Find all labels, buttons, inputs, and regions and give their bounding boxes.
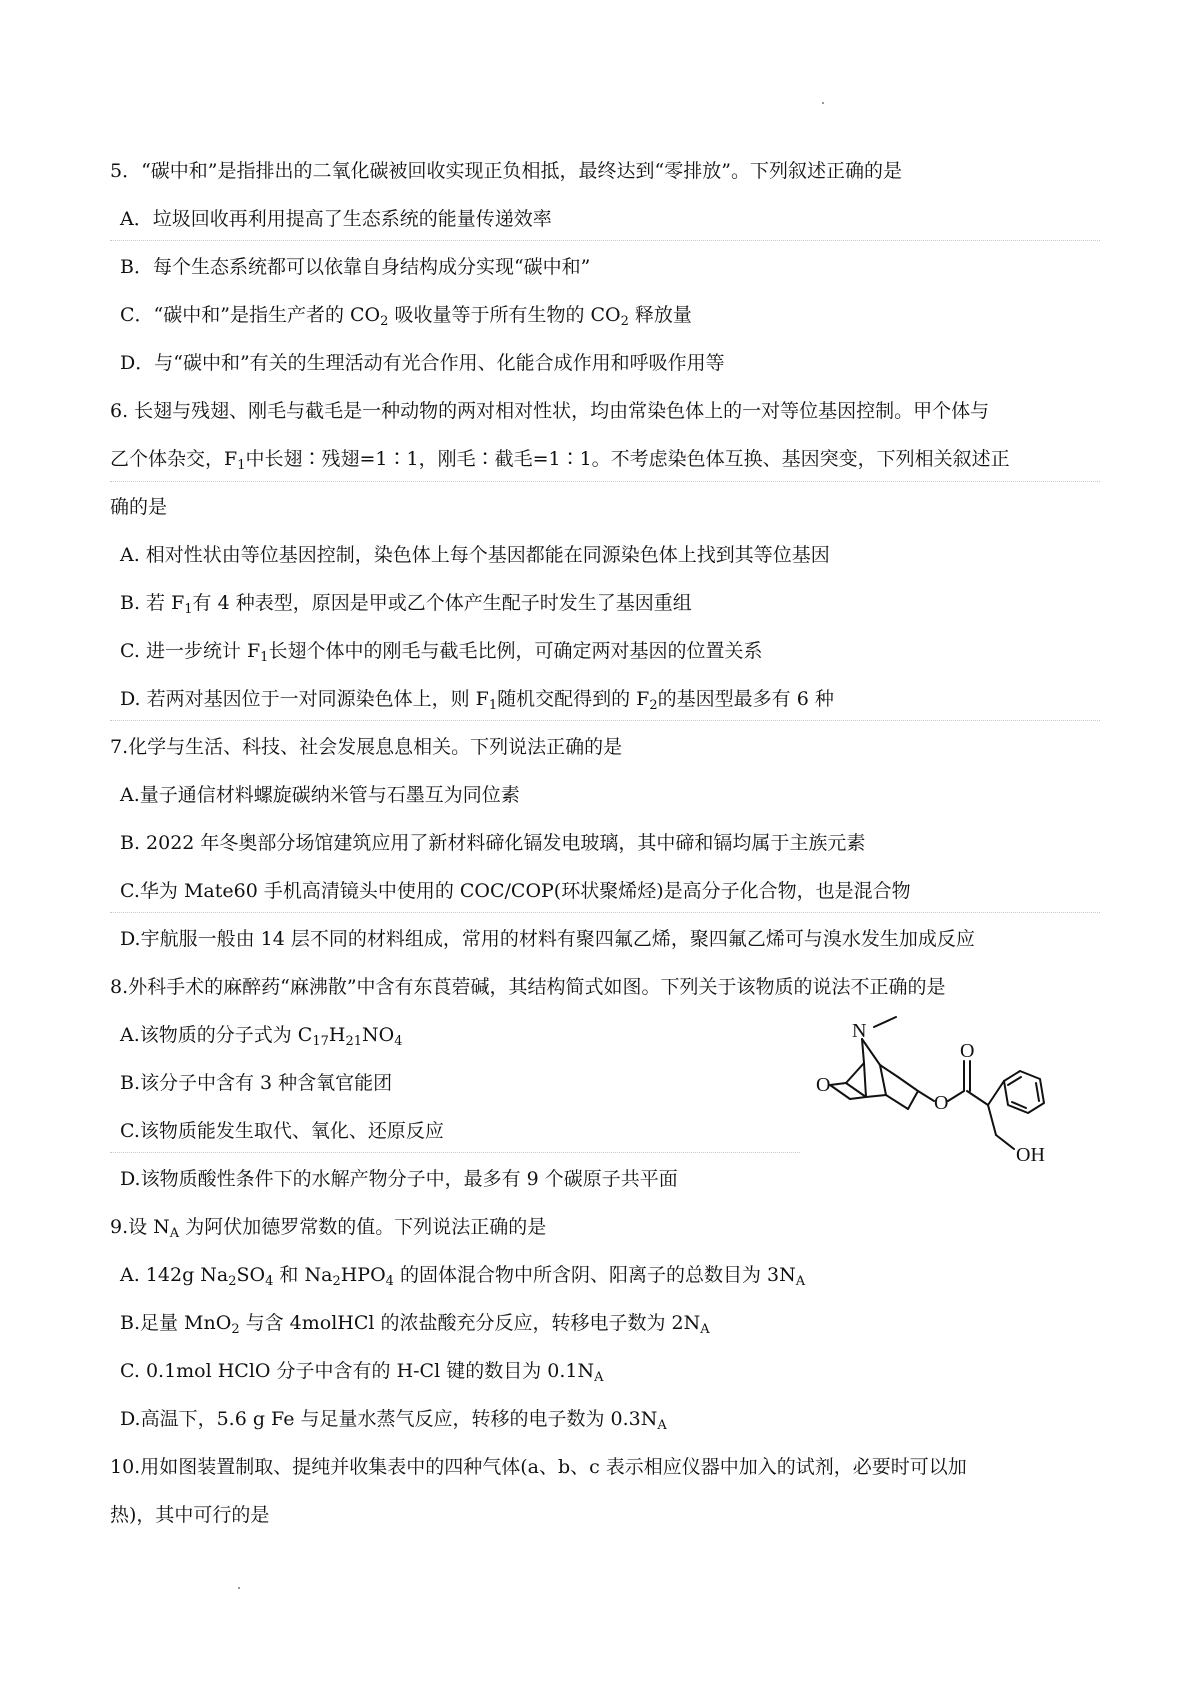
q8-option-c: C.该物质能发生取代、氧化、还原反应 xyxy=(120,1120,444,1142)
structure-ester-o-label: O xyxy=(934,1092,949,1114)
q7-option-d: D.宇航服一般由 14 层不同的材料组成，常用的材料有聚四氟乙烯，聚四氟乙烯可与溴水发生加成反应 xyxy=(120,928,975,950)
q9-option-b: B.足量 MnO$_2$ 与含 4molHCl 的浓盐酸充分反应，转移电子数为 $2N_A$ xyxy=(120,1312,710,1337)
scan-speck xyxy=(822,102,824,104)
q7-option-c: C.华为 Mate60 手机高清镜头中使用的 COC/COP(环状聚烯烃)是高分子化合物，也是混合物 xyxy=(120,880,911,902)
structure-n-label: N xyxy=(852,1020,867,1042)
q6-stem-line2: 乙个体杂交，$F_1$中长翅∶残翅=1∶1，刚毛∶截毛=1∶1。不考虑染色体互换、基因突变，下列相关叙述正 xyxy=(110,448,1010,473)
q8-option-a: A.该物质的分子式为 $C_{17}H_{21}NO_4$ xyxy=(120,1024,403,1049)
scopolamine-structure-figure xyxy=(810,1005,1070,1175)
q10-stem-line1: 10.用如图装置制取、提纯并收集表中的四种气体(a、b、c 表示相应仪器中加入的试剂，必要时可以加 xyxy=(110,1456,967,1478)
structure-epoxide-o-label: O xyxy=(816,1074,831,1096)
q6-stem-line3: 确的是 xyxy=(110,496,168,518)
q9-option-d: D.高温下，5.6 g Fe 与足量水蒸气反应，转移的电子数为 $0.3N_A$ xyxy=(120,1408,667,1433)
q5-option-b: B．每个生态系统都可以依靠自身结构成分实现“碳中和” xyxy=(120,256,591,278)
structure-carbonyl-o-label: O xyxy=(960,1040,975,1062)
q7-option-b: B. 2022 年冬奥部分场馆建筑应用了新材料碲化镉发电玻璃，其中碲和镉均属于主族元素 xyxy=(120,832,866,854)
separator xyxy=(110,1152,800,1153)
q7-option-a: A.量子通信材料螺旋碳纳米管与石墨互为同位素 xyxy=(120,784,520,806)
separator xyxy=(110,720,1100,721)
q8-stem: 8.外科手术的麻醉药“麻沸散”中含有东莨菪碱，其结构简式如图。下列关于该物质的说法不正确的是 xyxy=(110,976,946,998)
q5-option-c: C．“碳中和”是指生产者的 $CO_2$ 吸收量等于所有生物的 $CO_2$ 释放量 xyxy=(120,304,692,329)
q10-stem-line2: 热)，其中可行的是 xyxy=(110,1504,270,1526)
q5-option-d: D．与“碳中和”有关的生理活动有光合作用、化能合成作用和呼吸作用等 xyxy=(120,352,725,374)
q6-option-d: D. 若两对基因位于一对同源染色体上，则 $F_1$随机交配得到的 $F_2$的基因型最多有 6 种 xyxy=(120,688,834,713)
structure-oh-label: OH xyxy=(1016,1144,1045,1166)
q5-stem: 5．“碳中和”是指排出的二氧化碳被回收实现正负相抵，最终达到“零排放”。下列叙述正确的是 xyxy=(110,160,902,182)
q6-stem-line1: 6. 长翅与残翅、刚毛与截毛是一种动物的两对相对性状，均由常染色体上的一对等位基因控制。甲个体与 xyxy=(110,400,990,422)
separator xyxy=(110,481,1100,482)
q8-option-b: B.该分子中含有 3 种含氧官能团 xyxy=(120,1072,393,1094)
q6-option-b: B. 若 $F_1$有 4 种表型，原因是甲或乙个体产生配子时发生了基因重组 xyxy=(120,592,692,617)
separator xyxy=(110,240,1100,241)
q5-option-a: A．垃圾回收再利用提高了生态系统的能量传递效率 xyxy=(120,208,552,230)
q8-option-d: D.该物质酸性条件下的水解产物分子中，最多有 9 个碳原子共平面 xyxy=(120,1168,678,1190)
q9-option-a: A. 142g $Na_2SO_4$ 和 $Na_2HPO_4$ 的固体混合物中所含阴、阳离子的总数目为 $3N_A$ xyxy=(120,1264,806,1289)
scan-speck xyxy=(238,1587,240,1589)
q6-option-c: C. 进一步统计 $F_1$长翅个体中的刚毛与截毛比例，可确定两对基因的位置关系 xyxy=(120,640,763,665)
q6-option-a: A. 相对性状由等位基因控制，染色体上每个基因都能在同源染色体上找到其等位基因 xyxy=(120,544,830,566)
q9-stem: 9.设 $N_A$ 为阿伏加德罗常数的值。下列说法正确的是 xyxy=(110,1216,547,1241)
q7-stem: 7.化学与生活、科技、社会发展息息相关。下列说法正确的是 xyxy=(110,736,623,758)
q9-option-c: C. 0.1mol HClO 分子中含有的 H-Cl 键的数目为 $0.1N_A$ xyxy=(120,1360,604,1385)
separator xyxy=(110,912,1100,913)
